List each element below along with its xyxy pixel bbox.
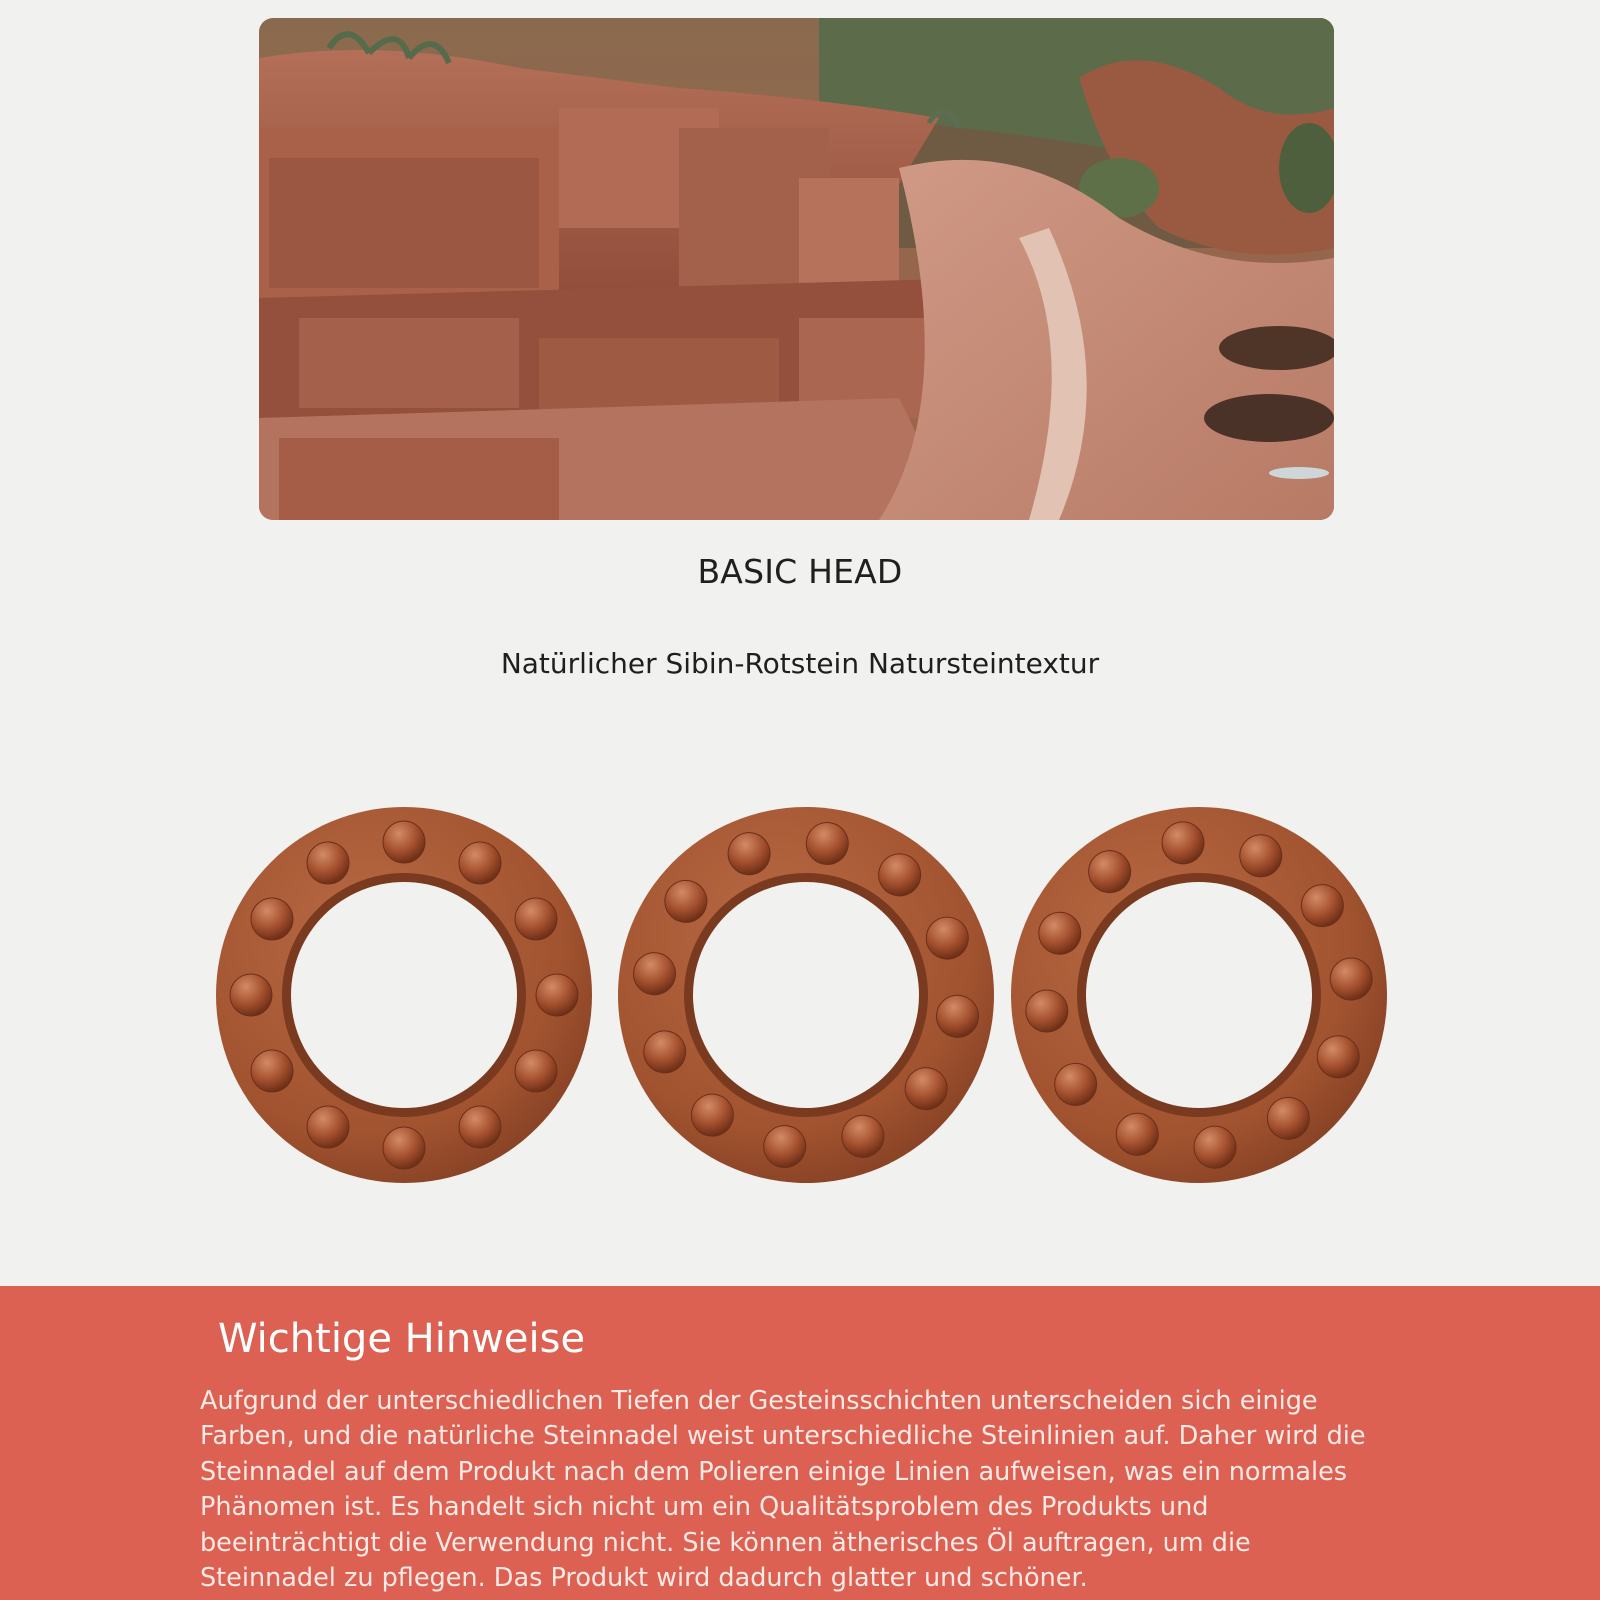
notice-section	[0, 1286, 1600, 1600]
hero-image	[259, 18, 1334, 520]
section-title: BASIC HEAD	[697, 552, 903, 591]
notice-body: Aufgrund der unterschiedlichen Tiefen der Gesteinsschichten unterscheiden sich einige Farben, und die natürliche Steinnadel weist unterschiedliche Steinlinien auf. Daher wird die Steinnadel auf dem Produkt nach dem Polieren einige Linien aufweisen, was ein normales Phänomen ist. Es handelt sich nicht um ein Qualitätsproblem des Produkts und beeinträchtigt die Verwendung nicht. Sie können ätherisches Öl auftragen, um die Steinnadel zu pflegen. Das Produkt wird dadurch glatter und schöner.	[200, 1386, 1366, 1594]
section-subtitle: Natürlicher Sibin-Rotstein Natursteintextur	[500, 647, 1100, 680]
product-image	[0, 790, 1600, 1200]
notice-title: Wichtige Hinweise	[218, 1316, 586, 1362]
